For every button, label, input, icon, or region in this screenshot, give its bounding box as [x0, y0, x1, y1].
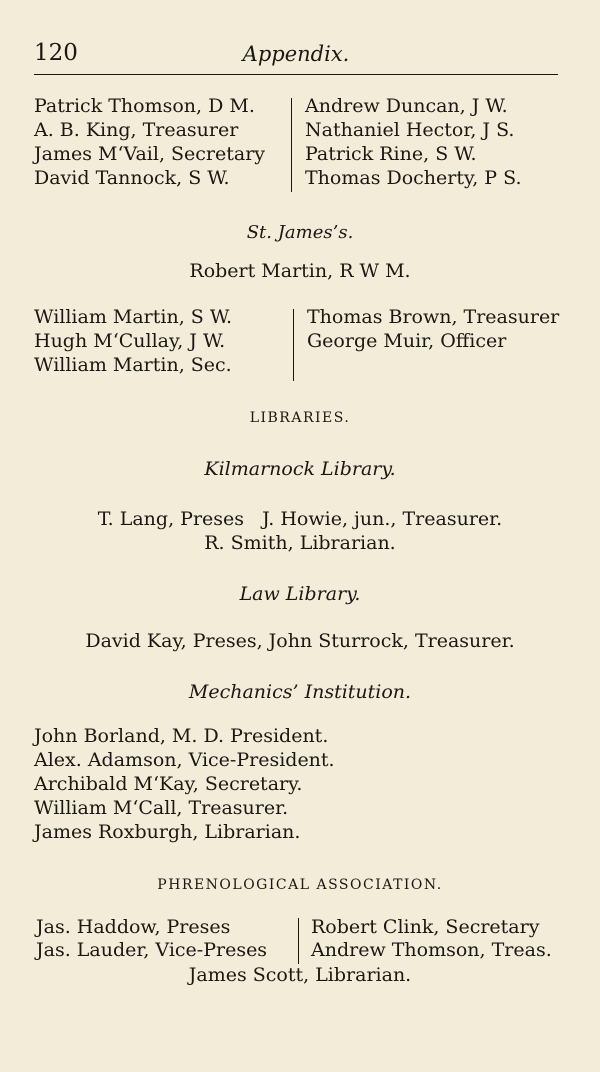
officer-line: Andrew Duncan, J W. — [305, 95, 508, 117]
page-number: 120 — [34, 40, 78, 66]
phrenological-left-column — [36, 916, 267, 962]
officer-line: William Martin, S W. — [34, 306, 233, 328]
officer-line: Jas. Haddow, Preses — [36, 916, 231, 938]
column-divider — [293, 309, 294, 381]
mechanics-institution-title: Mechanics’ Institution. — [188, 681, 412, 703]
law-library-line: David Kay, Preses, John Sturrock, Treasurer. — [85, 630, 515, 652]
officer-line: A. B. King, Treasurer — [34, 119, 239, 141]
page-header — [34, 40, 558, 75]
phrenological-heading: PHRENOLOGICAL ASSOCIATION. — [157, 877, 443, 893]
officer-line: James M‘Vail, Secretary — [34, 143, 266, 165]
kilmarnock-library-line: T. Lang, Preses J. Howie, jun., Treasurer. — [97, 508, 503, 530]
column-divider — [298, 918, 299, 964]
officer-line: Andrew Thomson, Treas. — [311, 939, 552, 961]
st-james-title: St. James’s. — [246, 222, 354, 243]
officer-line: George Muir, Officer — [307, 330, 507, 352]
st-james-master: Robert Martin, R W M. — [189, 260, 411, 282]
st-james-right-column — [307, 305, 559, 353]
officer-line: Thomas Docherty, P S. — [305, 167, 522, 189]
libraries-heading: LIBRARIES. — [249, 410, 351, 426]
lodge-right-column — [305, 94, 522, 190]
phrenological-right-column — [311, 916, 552, 962]
officer-line: Patrick Thomson, D M. — [34, 95, 255, 117]
officer-line: David Tannock, S W. — [34, 167, 230, 189]
officer-line: Archibald M‘Kay, Secretary. — [34, 773, 303, 795]
kilmarnock-library-title: Kilmarnock Library. — [204, 458, 396, 480]
lodge-left-column — [34, 94, 265, 190]
running-head: Appendix. — [242, 42, 350, 66]
officer-line: Thomas Brown, Treasurer — [307, 306, 560, 328]
officer-line: Nathaniel Hector, J S. — [305, 119, 515, 141]
officer-line: William M‘Call, Treasurer. — [34, 797, 289, 819]
kilmarnock-library-line: R. Smith, Librarian. — [204, 532, 396, 554]
lodge-officers — [0, 94, 600, 194]
officer-line: John Borland, M. D. President. — [34, 725, 329, 747]
column-divider — [291, 98, 292, 192]
officer-line: Hugh M‘Cullay, J W. — [34, 330, 226, 352]
officer-line: Alex. Adamson, Vice-President. — [34, 749, 335, 771]
phrenological-librarian: James Scott, Librarian. — [188, 964, 412, 986]
officer-line: James Roxburgh, Librarian. — [34, 821, 301, 843]
st-james-officers — [0, 305, 600, 385]
officer-line: Robert Clink, Secretary — [311, 916, 540, 938]
officer-line: Patrick Rine, S W. — [305, 143, 477, 165]
mechanics-institution-officers — [34, 724, 335, 844]
officer-line: William Martin, Sec. — [34, 354, 232, 376]
officer-line: Jas. Lauder, Vice-Preses — [36, 939, 268, 961]
law-library-title: Law Library. — [239, 583, 361, 605]
st-james-left-column — [34, 305, 232, 377]
